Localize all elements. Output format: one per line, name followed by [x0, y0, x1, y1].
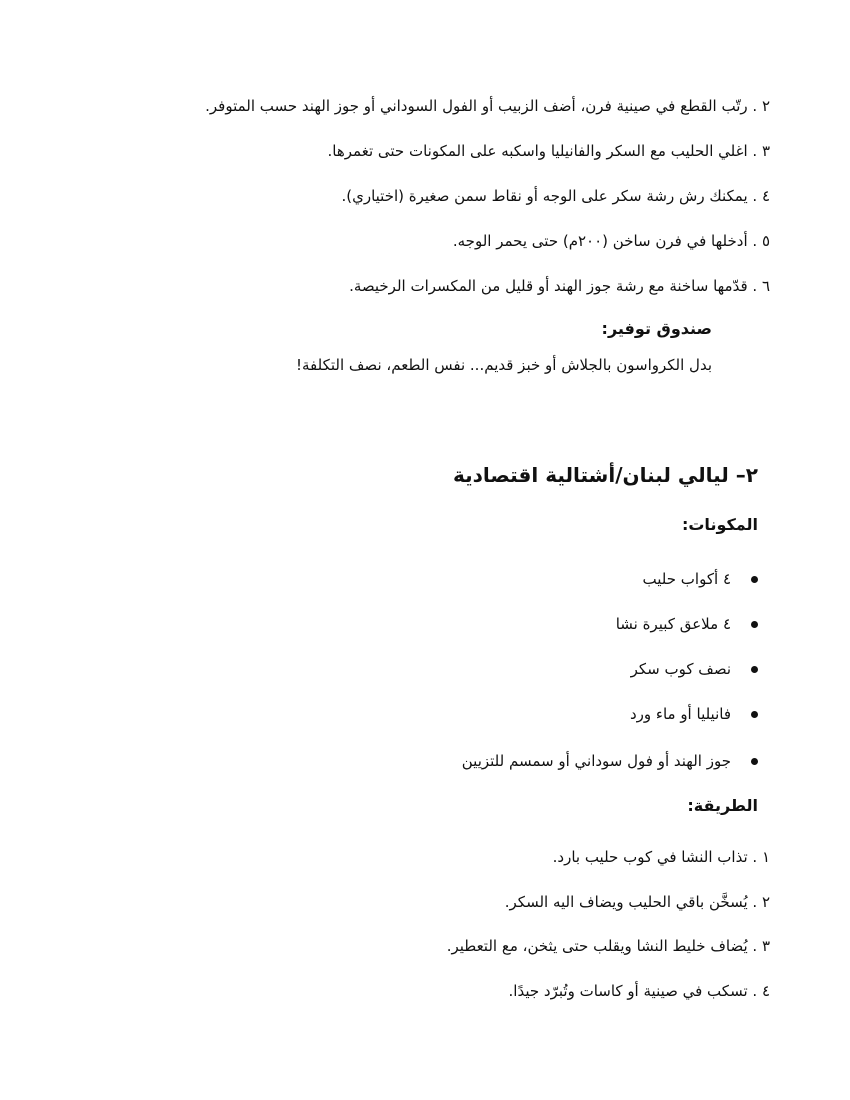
ingredient-item — [630, 703, 758, 725]
saving-box-text: بدل الكرواسون بالجلاش أو خبز قديم... نفس الطعم، نصف التكلفة! — [295, 356, 712, 374]
step-6: ٦ . قدّمها ساخنة مع رشة جوز الهند أو قليل من المكسرات الرخيصة. — [349, 277, 770, 295]
step-3: ٣ . اغلي الحليب مع السكر والفانيليا واسكبه على المكونات حتى تغمرها. — [327, 142, 770, 160]
ingredient-item — [631, 658, 758, 680]
step-4: ٤ . يمكنك رش رشة سكر على الوجه أو نقاط سمن صغيرة (اختياري). — [341, 187, 770, 205]
bullet-icon — [751, 621, 758, 628]
ingredient-item — [643, 568, 758, 590]
method-step-1: ١ . تذاب النشا في كوب حليب بارد. — [552, 848, 770, 866]
bullet-icon — [751, 576, 758, 583]
bullet-icon — [751, 666, 758, 673]
ingredient-text: نصف كوب سكر — [630, 660, 731, 678]
ingredient-text: فانيليا أو ماء ورد — [629, 705, 731, 723]
ingredient-text: ٤ أكواب حليب — [642, 570, 731, 588]
ingredient-item — [462, 750, 758, 772]
method-step-4: ٤ . تسكب في صينية أو كاسات وتُبرّد جيدًا. — [508, 982, 770, 1000]
section-2-title: ٢– ليالي لبنان/أشتالية اقتصادية — [453, 463, 758, 487]
bullet-icon — [751, 758, 758, 765]
method-step-3: ٣ . يُضاف خليط النشا ويقلب حتى يثخن، مع التعطير. — [446, 937, 770, 955]
step-2: ٢ . رتّب القطع في صينية فرن، أضف الزبيب أو الفول السوداني أو جوز الهند حسب المتوفر. — [205, 97, 770, 115]
ingredient-item — [616, 613, 758, 635]
ingredient-text: جوز الهند أو فول سوداني أو سمسم للتزيين — [461, 752, 731, 770]
method-step-2: ٢ . يُسخَّن باقي الحليب ويضاف اليه السكر. — [504, 893, 770, 911]
bullet-icon — [751, 711, 758, 718]
method-heading: الطريقة: — [687, 796, 758, 815]
saving-box-title: صندوق توفير: — [601, 319, 712, 338]
ingredient-text: ٤ ملاعق كبيرة نشا — [615, 615, 731, 633]
ingredients-heading: المكونات: — [681, 515, 758, 534]
step-5: ٥ . أدخلها في فرن ساخن (٢٠٠م) حتى يحمر الوجه. — [452, 232, 770, 250]
